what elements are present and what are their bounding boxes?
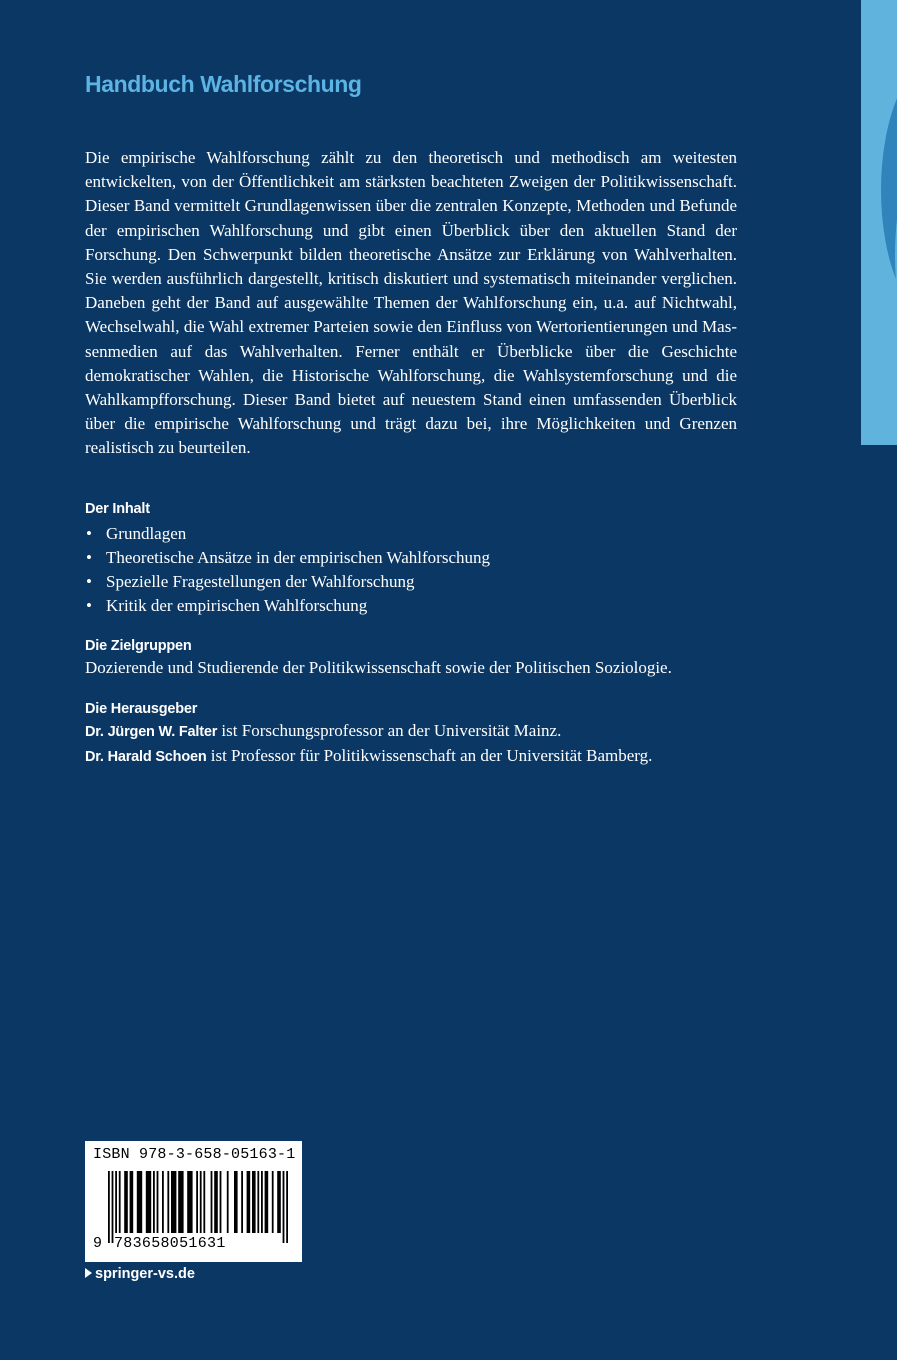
barcode-bar [272,1171,274,1233]
contents-section [85,499,765,618]
barcode-bar [196,1171,198,1233]
barcode-bar [137,1171,142,1233]
contents-heading: Der Inhalt [85,501,150,517]
decorative-side-strip [861,0,897,445]
barcode-bar [286,1171,288,1243]
list-item-label: Kritik der empirischen Wahlforschung [106,596,368,615]
bullet-icon: • [86,548,92,567]
barcode-first-digit: 9 [93,1235,103,1252]
barcode-bar [124,1171,128,1233]
barcode-bar [115,1171,117,1233]
barcode-digits: 783658051631 [114,1235,226,1252]
barcode-bar [178,1171,183,1233]
list-item [85,522,765,546]
editor-name: Dr. Harald Schoen [85,749,207,765]
list-item [85,594,765,618]
editor-entry [85,719,805,744]
barcode-bar [234,1171,238,1233]
publisher-label: springer-vs.de [95,1266,195,1282]
target-groups-heading: Die Zielgruppen [85,638,192,654]
barcode-bar [157,1171,159,1233]
book-title: Handbuch Wahlforschung [85,71,362,97]
editor-description: ist Professor für Politikwissenschaft an der Universität Bamberg. [206,746,653,765]
bullet-icon: • [86,524,92,543]
isbn-label: ISBN 978-3-658-05163-1 [93,1146,296,1163]
list-item-label: Theoretische Ansätze in der empirischen Wahlforschung [106,548,490,567]
decorative-arc [881,55,897,325]
barcode-bar [146,1171,151,1233]
barcode-bar [261,1171,263,1233]
barcode-bar [214,1171,218,1233]
target-groups-text: Dozierende und Studierende der Politikwissenschaft sowie der Politischen Soziologie. [85,658,672,677]
barcode-bar [277,1171,281,1233]
list-item-label: Spezielle Fragestellungen der Wahlforschung [106,572,415,591]
editors-heading: Die Herausgeber [85,701,198,717]
editor-description: ist Forschungsprofessor an der Universität Mainz. [217,721,562,740]
barcode-bar [220,1171,222,1233]
barcode-bar [241,1171,243,1233]
target-groups-section [85,636,805,680]
barcode-bar [167,1171,169,1233]
barcode-bar [187,1171,192,1233]
barcode-bar [112,1171,114,1243]
barcode-bar [257,1171,259,1233]
list-item-label: Grundlagen [106,524,187,543]
barcode-bar [283,1171,285,1243]
barcode-bar [171,1171,176,1233]
barcode-bar [227,1171,229,1233]
barcode-bar [203,1171,205,1233]
bullet-icon: • [86,572,92,591]
barcode-bar [252,1171,256,1233]
publisher-link[interactable] [85,1266,195,1282]
contents-list [85,522,765,618]
barcode-bar [162,1171,164,1233]
barcode-bar [211,1171,213,1233]
barcode-bar [108,1171,110,1243]
editor-name: Dr. Jürgen W. Falter [85,724,218,740]
barcode-bars [108,1171,288,1243]
editor-entry [85,744,805,769]
arrow-right-icon [85,1268,92,1278]
barcode-bar [265,1171,269,1233]
list-item [85,570,765,594]
editors-section [85,699,805,769]
barcode-bar [130,1171,134,1233]
list-item [85,546,765,570]
book-description: Die empirische Wahlforschung zählt zu den theoretisch und methodisch am weitesten entwickelten, von der Öffentlichkeit am stärksten beachteten Zweigen der Politikwissenschaft. Dieser Band vermittelt Grundlagenwissen über die zentralen Konzepte, Methoden und Befunde der empirischen Wahlforschung und gibt einen Überblick über den aktuellen Stand der Forschung. Den Schwerpunkt bilden theoretische Ansätze zur Erklärung von Wahlverhalten. Sie werden ausführlich dargestellt, kritisch diskutiert und systematisch miteinander verglichen. Daneben geht der Band auf ausgewählte Themen der Wahlforschung ein, u.a. auf Nichtwahl, Wechselwahl, die Wahl extremer Parteien sowie den Einfluss von Wertorientierungen und Massenmedien auf das Wahlverhalten. Ferner enthält er Überblicke über die Geschichte demokratischer Wahlen, die Historische Wahlforschung, die Wahlsystemforschung und die Wahlkampfforschung. Dieser Band bietet auf neuestem Stand einen umfassenden Überblick über die empirische Wahlforschung und trägt dazu bei, ihre Möglichkeiten und Grenzen realistisch zu beurteilen. [85,148,737,458]
barcode-bar [200,1171,202,1233]
barcode-bar [153,1171,155,1233]
bullet-icon: • [86,596,92,615]
isbn-barcode [85,1141,302,1262]
barcode-bar [247,1171,251,1233]
barcode-bar [119,1171,121,1233]
